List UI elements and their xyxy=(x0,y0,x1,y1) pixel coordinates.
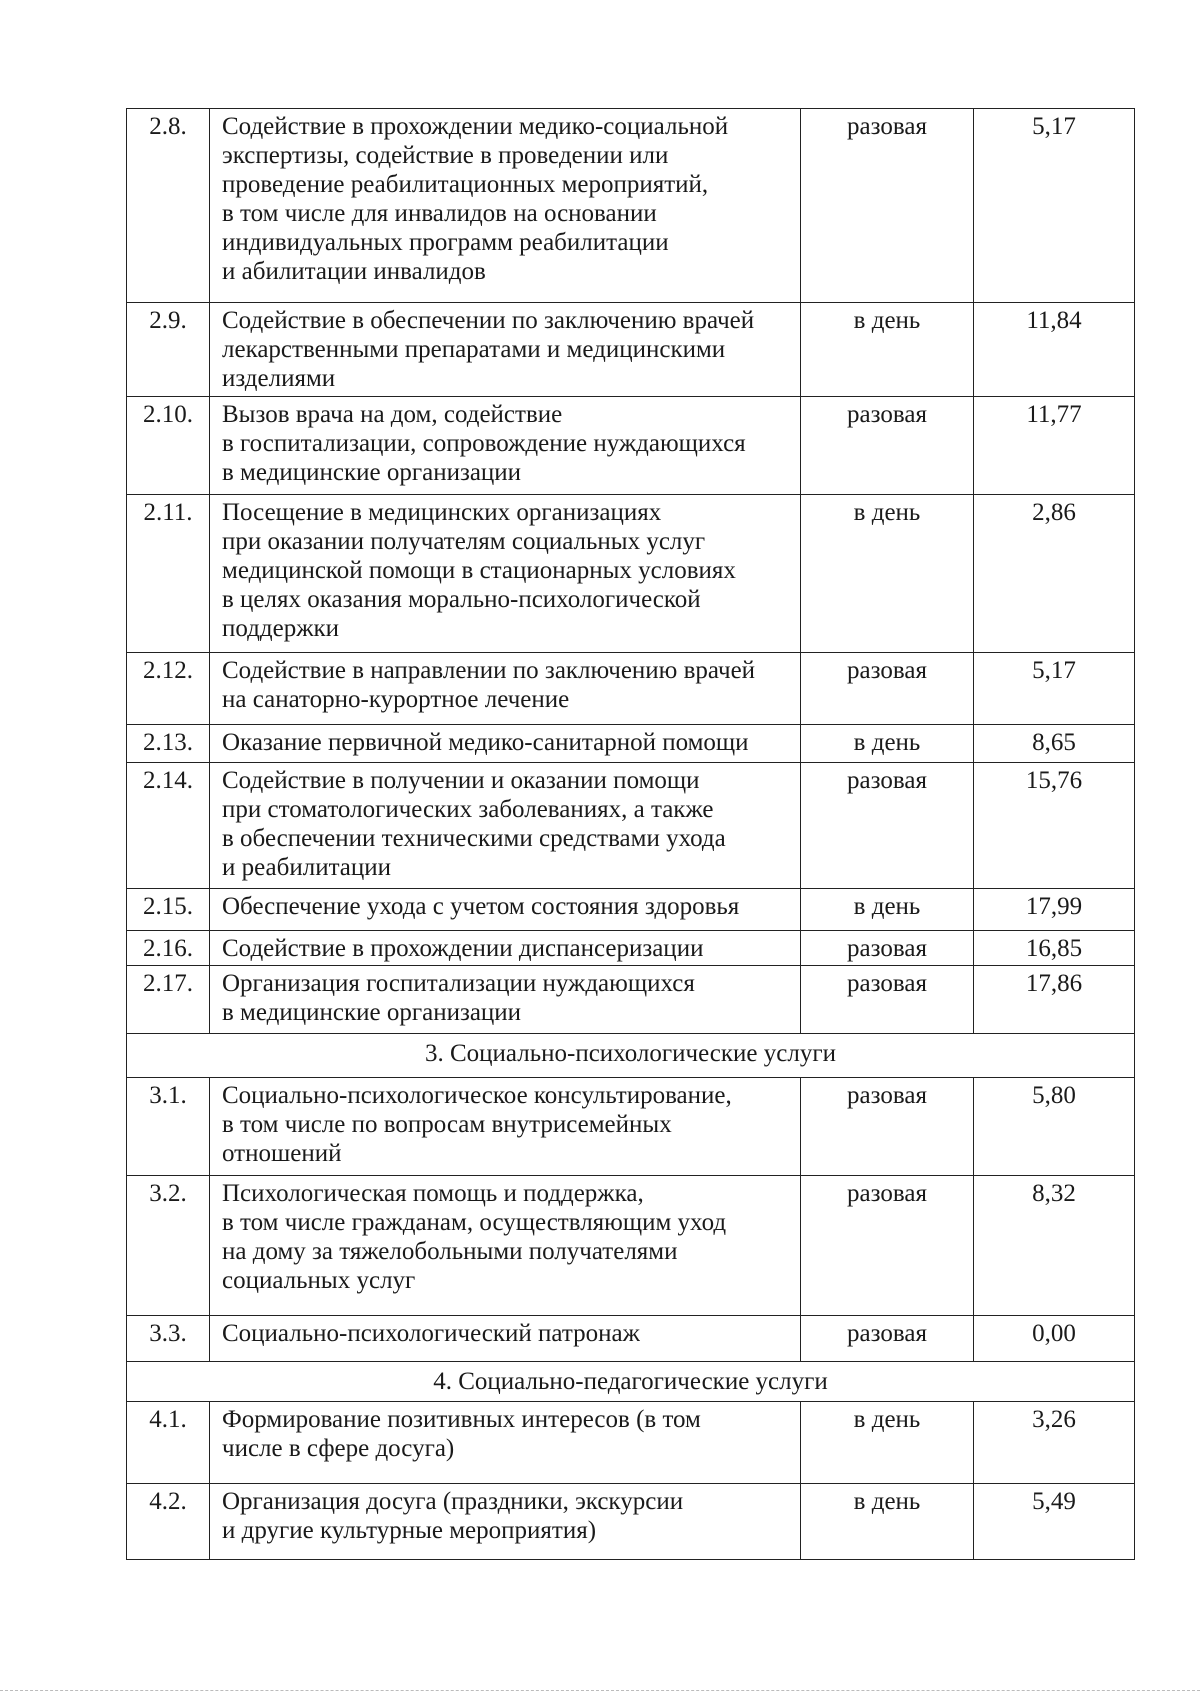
service-price: 3,26 xyxy=(974,1402,1135,1484)
service-frequency: разовая xyxy=(801,397,974,495)
row-number: 3.1. xyxy=(127,1078,210,1176)
table-row xyxy=(127,1316,1135,1362)
service-name: Организация госпитализации нуждающихся в медицинские организации xyxy=(210,966,801,1034)
service-frequency: в день xyxy=(801,303,974,397)
service-name: Содействие в прохождении медико-социальной экспертизы, содействие в проведении или проведение реабилитационных мероприятий, в том числе для инвалидов на основании индивидуальных программ реабилитации и абилитации инвалидов xyxy=(210,109,801,303)
service-name: Психологическая помощь и поддержка, в том числе гражданам, осуществляющим уход на дому за тяжелобольными получателями социальных услуг xyxy=(210,1176,801,1316)
service-frequency: в день xyxy=(801,1484,974,1560)
service-price: 17,99 xyxy=(974,889,1135,931)
service-name: Социально-психологический патронаж xyxy=(210,1316,801,1362)
table-row xyxy=(127,1176,1135,1316)
section-title: 3. Социально-психологические услуги xyxy=(127,1034,1135,1078)
table-row xyxy=(127,1484,1135,1560)
scan-edge-marks xyxy=(0,1690,1200,1694)
service-name: Содействие в направлении по заключению врачей на санаторно-курортное лечение xyxy=(210,653,801,725)
row-number: 2.14. xyxy=(127,763,210,889)
service-name: Содействие в получении и оказании помощи при стоматологических заболеваниях, а также в обеспечении техническими средствами ухода и реабилитации xyxy=(210,763,801,889)
table-row xyxy=(127,109,1135,303)
table-row xyxy=(127,763,1135,889)
section-header-row xyxy=(127,1362,1135,1402)
service-price: 0,00 xyxy=(974,1316,1135,1362)
service-frequency: в день xyxy=(801,725,974,763)
service-name: Социально-психологическое консультирование, в том числе по вопросам внутрисемейных отношений xyxy=(210,1078,801,1176)
row-number: 4.2. xyxy=(127,1484,210,1560)
service-frequency: в день xyxy=(801,889,974,931)
service-frequency: разовая xyxy=(801,1316,974,1362)
row-number: 2.17. xyxy=(127,966,210,1034)
row-number: 2.11. xyxy=(127,495,210,653)
table-row xyxy=(127,397,1135,495)
section-title: 4. Социально-педагогические услуги xyxy=(127,1362,1135,1402)
row-number: 2.9. xyxy=(127,303,210,397)
table-row xyxy=(127,653,1135,725)
service-frequency: разовая xyxy=(801,109,974,303)
service-name: Обеспечение ухода с учетом состояния здоровья xyxy=(210,889,801,931)
row-number: 4.1. xyxy=(127,1402,210,1484)
service-frequency: разовая xyxy=(801,966,974,1034)
row-number: 2.8. xyxy=(127,109,210,303)
service-frequency: в день xyxy=(801,1402,974,1484)
service-price: 5,17 xyxy=(974,653,1135,725)
service-price: 8,32 xyxy=(974,1176,1135,1316)
service-name: Оказание первичной медико-санитарной помощи xyxy=(210,725,801,763)
service-price: 5,49 xyxy=(974,1484,1135,1560)
row-number: 2.13. xyxy=(127,725,210,763)
table-row xyxy=(127,303,1135,397)
service-frequency: разовая xyxy=(801,931,974,966)
row-number: 2.10. xyxy=(127,397,210,495)
table-row xyxy=(127,495,1135,653)
service-price: 16,85 xyxy=(974,931,1135,966)
row-number: 2.16. xyxy=(127,931,210,966)
service-price: 11,84 xyxy=(974,303,1135,397)
service-price: 5,80 xyxy=(974,1078,1135,1176)
service-price: 2,86 xyxy=(974,495,1135,653)
table-row xyxy=(127,889,1135,931)
service-price: 11,77 xyxy=(974,397,1135,495)
service-frequency: разовая xyxy=(801,763,974,889)
row-number: 2.15. xyxy=(127,889,210,931)
service-name: Вызов врача на дом, содействие в госпитализации, сопровождение нуждающихся в медицинские организации xyxy=(210,397,801,495)
table-row xyxy=(127,966,1135,1034)
service-name: Организация досуга (праздники, экскурсии и другие культурные мероприятия) xyxy=(210,1484,801,1560)
row-number: 2.12. xyxy=(127,653,210,725)
table-row xyxy=(127,1078,1135,1176)
service-price: 8,65 xyxy=(974,725,1135,763)
service-frequency: в день xyxy=(801,495,974,653)
service-name: Содействие в обеспечении по заключению врачей лекарственными препаратами и медицинскими изделиями xyxy=(210,303,801,397)
services-table xyxy=(126,108,1135,1560)
service-name: Посещение в медицинских организациях при оказании получателям социальных услуг медицинской помощи в стационарных условиях в целях оказания морально-психологической поддержки xyxy=(210,495,801,653)
service-frequency: разовая xyxy=(801,1176,974,1316)
service-name: Формирование позитивных интересов (в том числе в сфере досуга) xyxy=(210,1402,801,1484)
table-row xyxy=(127,931,1135,966)
service-price: 5,17 xyxy=(974,109,1135,303)
service-price: 15,76 xyxy=(974,763,1135,889)
row-number: 3.3. xyxy=(127,1316,210,1362)
service-name: Содействие в прохождении диспансеризации xyxy=(210,931,801,966)
table-row xyxy=(127,1402,1135,1484)
table-row xyxy=(127,725,1135,763)
row-number: 3.2. xyxy=(127,1176,210,1316)
section-header-row xyxy=(127,1034,1135,1078)
service-price: 17,86 xyxy=(974,966,1135,1034)
service-frequency: разовая xyxy=(801,653,974,725)
service-frequency: разовая xyxy=(801,1078,974,1176)
